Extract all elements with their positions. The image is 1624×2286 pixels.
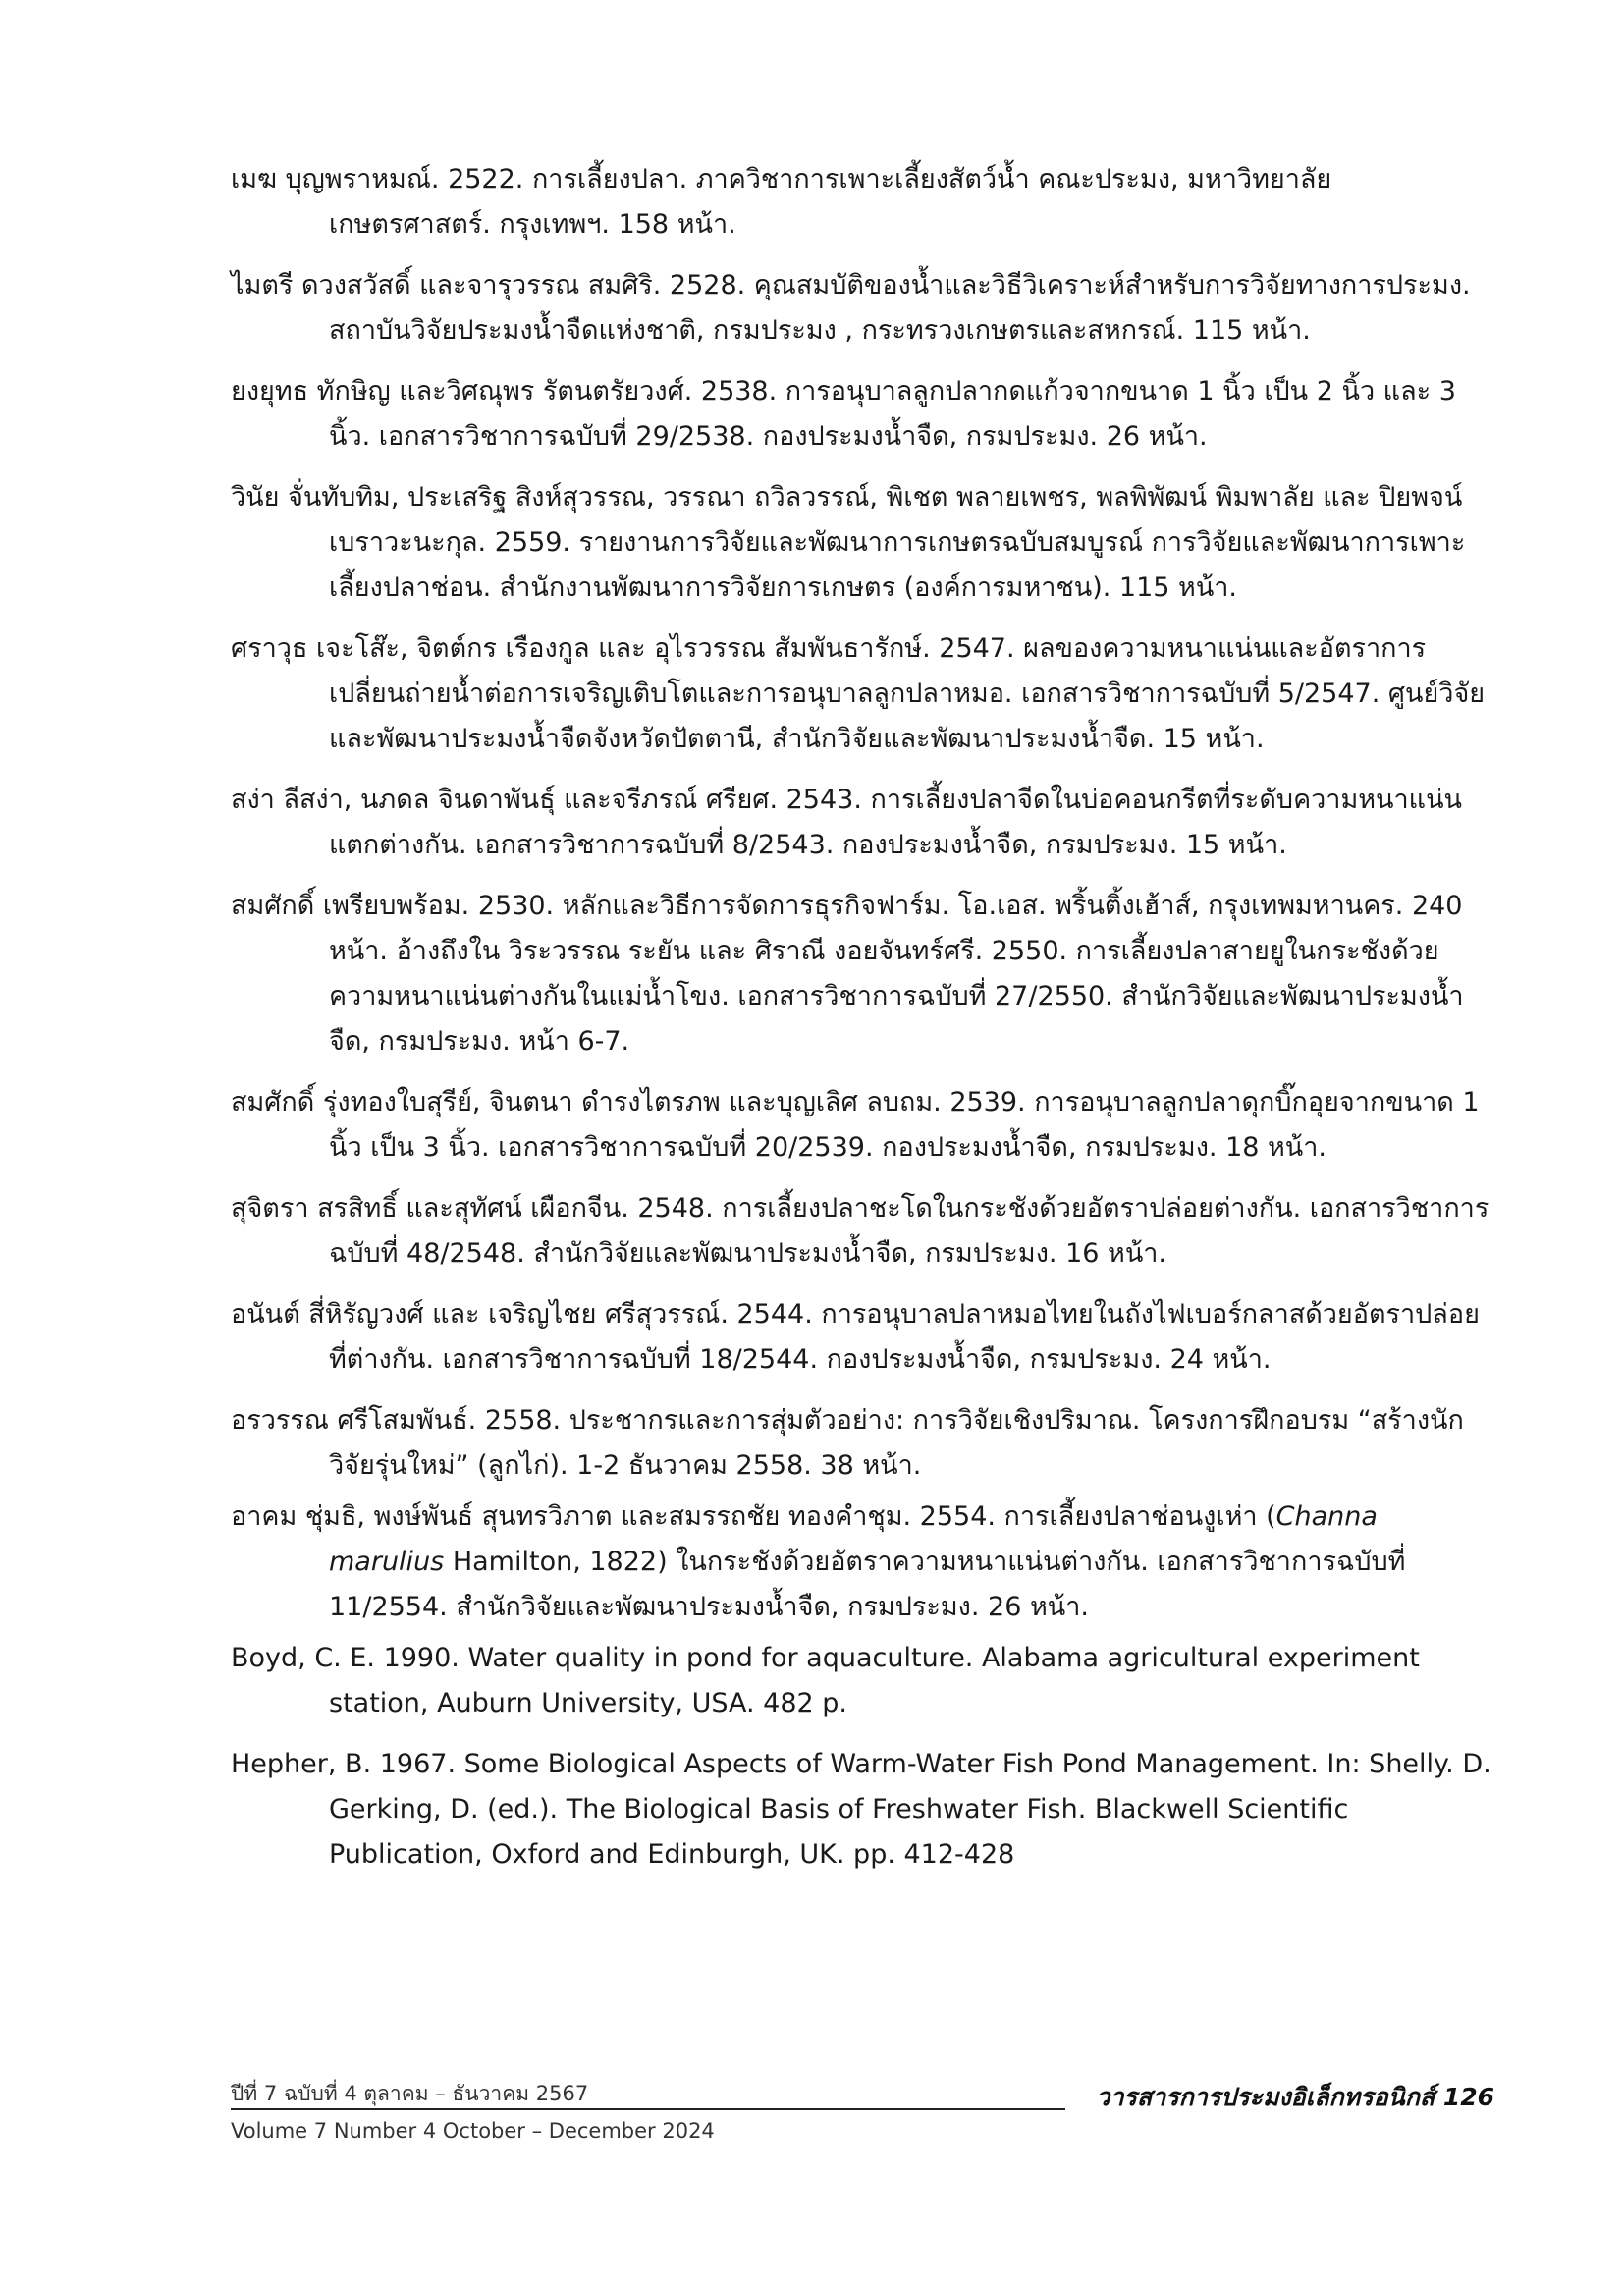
reference-entry: อรวรรณ ศรีโสมพันธ์. 2558. ประชากรและการสุ่มตัวอย่าง: การวิจัยเชิงปริมาณ. โครงการฝึกอบรม “สร้างนักวิจัยรุ่นใหม่” (ลูกไก่). 1-2 ธันวาคม 2558. 38 หน้า. (231, 1405, 1464, 1481)
footer-issue-thai: ปีที่ 7 ฉบับที่ 4 ตุลาคม – ธันวาคม 2567 (231, 2082, 589, 2105)
reference-entry: สุจิตรา สรสิทธิ์ และสุทัศน์ เผือกจีน. 2548. การเลี้ยงปลาชะโดในกระชังด้วยอัตราปล่อยต่างกัน. เอกสารวิชาการฉบับที่ 48/2548. สำนักวิจัยและพัฒนาประมงน้ำจืด, กรมประมง. 16 หน้า. (231, 1193, 1489, 1269)
reference-entry: วินัย จั่นทับทิม, ประเสริฐ สิงห์สุวรรณ, วรรณา ถวิลวรรณ์, พิเชต พลายเพชร, พลพิพัฒน์ พิมพาลัย และ ปิยพจน์ เบราวะนะกุล. 2559. รายงานการวิจัยและพัฒนาการเกษตรฉบับสมบูรณ์ การวิจัยและพัฒนาการเพาะเลี้ยงปลาช่อน. สำนักงานพัฒนาการวิจัยการเกษตร (องค์การมหาชน). 115 หน้า. (231, 482, 1466, 603)
journal-name: วารสารการประมงอิเล็กทรอนิกส์ (1096, 2083, 1435, 2111)
reference-entry: อนันต์ สี่หิรัญวงศ์ และ เจริญไชย ศรีสุวรรณ์. 2544. การอนุบาลปลาหมอไทยในถังไฟเบอร์กลาสด้วยอัตราปล่อยที่ต่างกัน. เอกสารวิชาการฉบับที่ 18/2544. กองประมงน้ำจืด, กรมประมง. 24 หน้า. (231, 1299, 1480, 1375)
footer-divider (231, 2108, 1065, 2110)
page-number: 126 (1442, 2083, 1494, 2111)
reference-entry: สมศักดิ์ เพรียบพร้อม. 2530. หลักและวิธีการจัดการธุรกิจฟาร์ม. โอ.เอส. พริ้นติ้งเฮ้าส์, กรุงเทพมหานคร. 240 หน้า. อ้างถึงใน วิระวรรณ ระยัน และ ศิราณี งอยจันทร์ศรี. 2550. การเลี้ยงปลาสายยูในกระชังด้วยความหนาแน่นต่างกันในแม่น้ำโขง. เอกสารวิชาการฉบับที่ 27/2550. สำนักวิจัยและพัฒนาประมงน้ำจืด, กรมประมง. หน้า 6-7. (231, 891, 1464, 1057)
footer-issue-english: Volume 7 Number 4 October – December 2024 (231, 2119, 715, 2143)
reference-entry: เมฆ บุญพราหมณ์. 2522. การเลี้ยงปลา. ภาควิชาการเพาะเลี้ยงสัตว์น้ำ คณะประมง, มหาวิทยาลัยเกษตรศาสตร์. กรุงเทพฯ. 158 หน้า. (231, 164, 1332, 240)
reference-entry: สมศักดิ์ รุ่งทองใบสุรีย์, จินตนา ดำรงไตรภพ และบุญเลิศ ลบถม. 2539. การอนุบาลลูกปลาดุกบิ๊กอุยจากขนาด 1 นิ้ว เป็น 3 นิ้ว. เอกสารวิชาการฉบับที่ 20/2539. กองประมงน้ำจืด, กรมประมง. 18 หน้า. (231, 1087, 1480, 1163)
reference-entry-channa (231, 1495, 1492, 1630)
reference-entry: Boyd, C. E. 1990. Water quality in pond for aquaculture. Alabama agricultural experiment station, Auburn University, USA. 482 p. (231, 1643, 1420, 1718)
reference-entry: ศราวุธ เจะโส๊ะ, จิตต์กร เรืองกูล และ อุไรวรรณ สัมพันธารักษ์. 2547. ผลของความหนาแน่นและอัตราการเปลี่ยนถ่ายน้ำต่อการเจริญเติบโตและการอนุบาลลูกปลาหมอ. เอกสารวิชาการฉบับที่ 5/2547. ศูนย์วิจัยและพัฒนาประมงน้ำจืดจังหวัดปัตตานี, สำนักวิจัยและพัฒนาประมงน้ำจืด. 15 หน้า. (231, 633, 1486, 754)
reference-entry: Hepher, B. 1967. Some Biological Aspects of Warm-Water Fish Pond Management. In: Shelly. D. Gerking, D. (ed.). The Biological Basis of Freshwater Fish. Blackwell Scientific Publication, Oxford and Edinburgh, UK. pp. 412-428 (231, 1749, 1491, 1870)
reference-entry: ไมตรี ดวงสวัสดิ์ และจารุวรรณ สมศิริ. 2528. คุณสมบัติของน้ำและวิธีวิเคราะห์สำหรับการวิจัยทางการประมง. สถาบันวิจัยประมงน้ำจืดแห่งชาติ, กรมประมง , กระทรวงเกษตรและสหกรณ์. 115 หน้า. (231, 270, 1471, 346)
reference-list (231, 157, 1492, 1893)
reference-entry: สง่า ลีสง่า, นภดล จินดาพันธุ์ และจรีภรณ์ ศรียศ. 2543. การเลี้ยงปลาจีดในบ่อคอนกรีตที่ระดับความหนาแน่นแตกต่างกัน. เอกสารวิชาการฉบับที่ 8/2543. กองประมงน้ำจืด, กรมประมง. 15 หน้า. (231, 785, 1462, 860)
reference-text-part: Hamilton, 1822) ในกระชังด้วยอัตราความหนาแน่นต่างกัน. เอกสารวิชาการฉบับที่ 11/2554. สำนักวิจัยและพัฒนาประมงน้ำจืด, กรมประมง. 26 หน้า. (329, 1547, 1406, 1622)
reference-text-part: อาคม ชุ่มธิ, พงษ์พันธ์ สุนทรวิภาต และสมรรถชัย ทองคำชุม. 2554. การเลี้ยงปลาช่อนงูเห่า ( (231, 1501, 1276, 1532)
footer-journal-title (1096, 2082, 1494, 2113)
reference-entry: ยงยุทธ ทักษิญ และวิศณุพร รัตนตรัยวงศ์. 2538. การอนุบาลลูกปลากดแก้วจากขนาด 1 นิ้ว เป็น 2 นิ้ว และ 3 นิ้ว. เอกสารวิชาการฉบับที่ 29/2538. กองประมงน้ำจืด, กรมประมง. 26 หน้า. (231, 376, 1456, 452)
species-name-italic: Channa marulius (329, 1501, 1378, 1577)
